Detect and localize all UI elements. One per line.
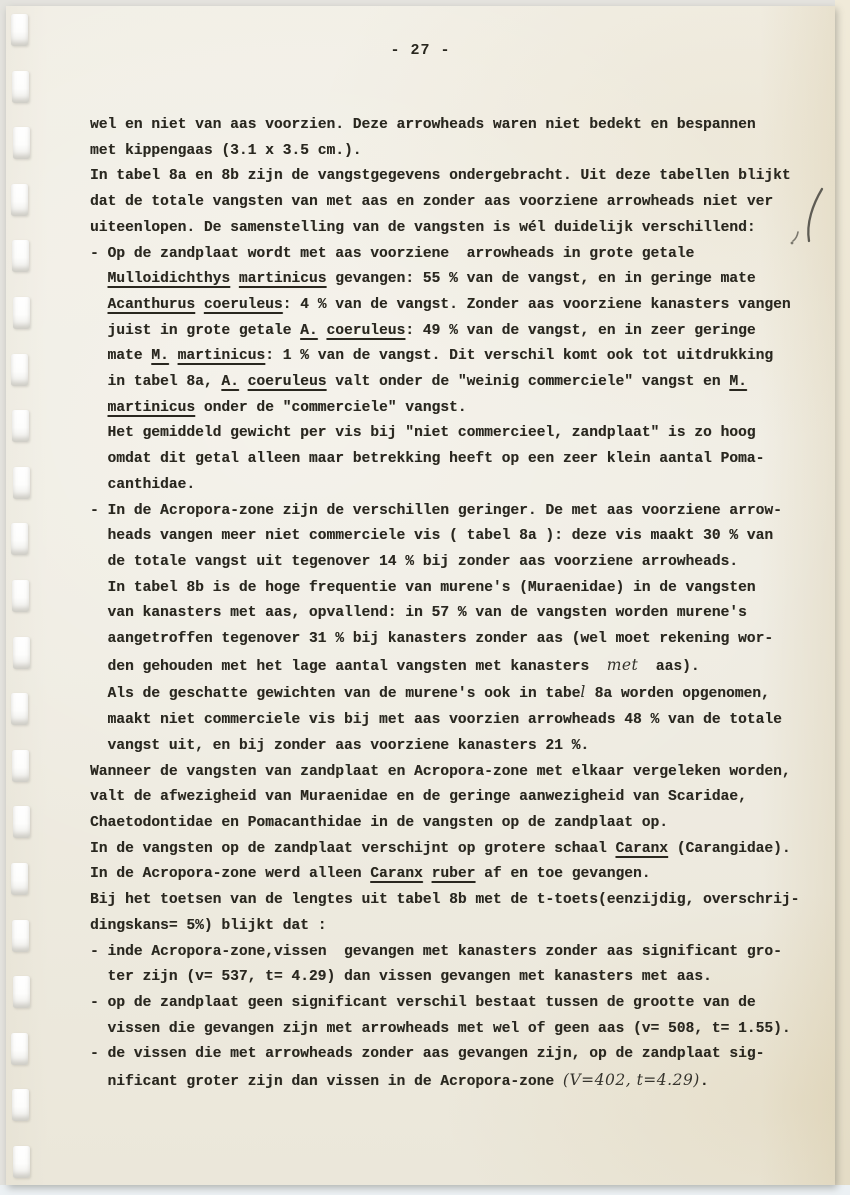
binder-hole (11, 354, 28, 386)
handwritten-insertion: (V=402, t=4.29) (562, 1071, 700, 1090)
underlined-species-name: Acanthurus (107, 296, 196, 313)
text-line: in tabel 8a, A. coeruleus valt onder de "weinig commerciele" vangst en M. (107, 374, 747, 391)
text-line: vangst uit, en bij zonder aas voorziene kanasters 21 %. (107, 737, 590, 754)
handwritten-insertion: met (606, 655, 639, 674)
binder-hole (13, 297, 30, 329)
binder-hole (13, 467, 30, 499)
text-line: juist in grote getale A. coeruleus: 49 % van de vangst, en in zeer geringe (107, 322, 756, 339)
binder-hole (12, 71, 29, 103)
binder-hole (11, 1033, 28, 1065)
underlined-species-name: coeruleus (203, 296, 283, 313)
handwritten-insertion: l (580, 683, 586, 702)
text-line: Acanthurus coeruleus: 4 % van de vangst. Zonder aas voorziene kanasters vangen (107, 296, 791, 313)
text-line: van kanasters met aas, opvallend: in 57 % van de vangsten worden murene's (107, 605, 747, 622)
underlined-species-name: M. (151, 348, 169, 365)
text-line: den gehouden met het lage aantal vangsten met kanasters met aas). (107, 655, 700, 675)
binder-hole (13, 637, 30, 669)
text-line: omdat dit getal alleen maar betrekking heeft op een zeer klein aantal Poma- (107, 451, 765, 468)
text-line: de totale vangst uit tegenover 14 % bij zonder aas voorziene arrowheads. (107, 553, 739, 570)
text-line: dat de totale vangsten van met aas en zonder aas voorziene arrowheads niet ver (90, 194, 774, 211)
text-line: Bij het toetsen van de lengtes uit tabel 8b met de t-toets(eenzijdig, overschrij- (90, 892, 800, 909)
text-line: dingskans= 5%) blijkt dat : (90, 917, 327, 934)
text-line: - In de Acropora-zone zijn de verschillen geringer. De met aas voorziene arrow- (90, 502, 782, 519)
text-line: uiteenlopen. De samenstelling van de vangsten is wél duidelijk verschillend: (90, 219, 756, 236)
binder-hole (11, 693, 28, 725)
binder-hole (12, 240, 29, 272)
binder-hole (12, 750, 29, 782)
binder-hole (13, 1146, 30, 1178)
document-body (90, 113, 799, 1096)
binder-hole (11, 184, 28, 216)
underlined-species-name: A. (300, 322, 318, 339)
text-line: valt de afwezigheid van Muraenidae en de geringe aanwezigheid van Scaridae, (90, 789, 747, 806)
text-line: met kippengaas (3.1 x 3.5 cm.). (90, 142, 362, 159)
underlined-species-name: martinicus (238, 271, 327, 288)
underlined-species-name: Mulloidichthys (107, 271, 231, 288)
text-line: Chaetodontidae en Pomacanthidae in de vangsten op de zandplaat op. (90, 814, 669, 831)
underlined-species-name: martinicus (107, 399, 196, 416)
backing-sheet-right-edge (835, 0, 850, 1185)
underlined-species-name: coeruleus (326, 322, 406, 339)
text-line: Als de geschatte gewichten van de murene's ook in tabel 8a worden opgenomen, (107, 683, 770, 703)
paper-sheet (6, 6, 835, 1185)
text-line: Het gemiddeld gewicht per vis bij "niet commercieel, zandplaat" is zo hoog (107, 425, 756, 442)
text-line: - Op de zandplaat wordt met aas voorziene arrowheads in grote getale (90, 245, 695, 262)
text-line: In tabel 8b is de hoge frequentie van murene's (Muraenidae) in de vangsten (107, 579, 756, 596)
text-line: vissen die gevangen zijn met arrowheads met wel of geen aas (v= 508, t= 1.55). (107, 1020, 791, 1037)
text-line: Wanneer de vangsten van zandplaat en Acropora-zone met elkaar vergeleken worden, (90, 763, 791, 780)
text-line: mate M. martinicus: 1 % van de vangst. Dit verschil komt ook tot uitdrukking (107, 348, 774, 365)
underlined-species-name: M. (729, 374, 747, 391)
text-line: wel en niet van aas voorzien. Deze arrowheads waren niet bedekt en bespannen (90, 117, 756, 133)
binder-hole (13, 806, 30, 838)
text-line: - op de zandplaat geen significant verschil bestaat tussen de grootte van de (90, 994, 756, 1011)
text-line: - de vissen die met arrowheads zonder aas gevangen zijn, op de zandplaat sig- (90, 1046, 765, 1063)
binder-hole (12, 410, 29, 442)
binder-hole (11, 523, 28, 555)
underlined-species-name: A. (221, 374, 239, 391)
binder-hole (12, 920, 29, 952)
binder-hole (12, 580, 29, 612)
handwritten-margin-mark (788, 184, 832, 248)
text-line: ter zijn (v= 537, t= 4.29) dan vissen gevangen met kanasters met aas. (107, 969, 712, 986)
text-line: In de vangsten op de zandplaat verschijnt op grotere schaal Caranx (Carangidae). (90, 840, 791, 857)
binder-hole (11, 863, 28, 895)
underlined-species-name: coeruleus (247, 374, 327, 391)
binder-hole (12, 1089, 29, 1121)
underlined-species-name: Caranx (370, 866, 423, 883)
scanner-background-bottom (0, 1185, 850, 1195)
text-line: aangetroffen tegenover 31 % bij kanasters zonder aas (wel moet rekening wor- (107, 631, 774, 648)
underlined-species-name: martinicus (177, 348, 266, 365)
page-number: - 27 - (390, 42, 451, 59)
binder-hole (13, 976, 30, 1008)
text-line: heads vangen meer niet commerciele vis ( tabel 8a ): deze vis maakt 30 % van (107, 528, 774, 545)
text-line: maakt niet commerciele vis bij met aas voorzien arrowheads 48 % van de totale (107, 712, 782, 729)
text-line: - inde Acropora-zone,vissen gevangen met kanasters zonder aas significant gro- (90, 943, 782, 960)
binder-hole (11, 14, 28, 46)
text-line: Mulloidichthys martinicus gevangen: 55 % van de vangst, en in geringe mate (107, 271, 756, 288)
text-line: nificant groter zijn dan vissen in de Acropora-zone (V=402, t=4.29). (107, 1071, 709, 1091)
text-line: In de Acropora-zone werd alleen Caranx ruber af en toe gevangen. (90, 866, 651, 883)
text-line: canthidae. (107, 476, 196, 493)
text-line: In tabel 8a en 8b zijn de vangstgegevens ondergebracht. Uit deze tabellen blijkt (90, 168, 791, 185)
text-line: martinicus onder de "commerciele" vangst. (107, 399, 467, 416)
underlined-species-name: ruber (431, 866, 476, 883)
underlined-species-name: Caranx (615, 840, 669, 857)
binder-hole (13, 127, 30, 159)
